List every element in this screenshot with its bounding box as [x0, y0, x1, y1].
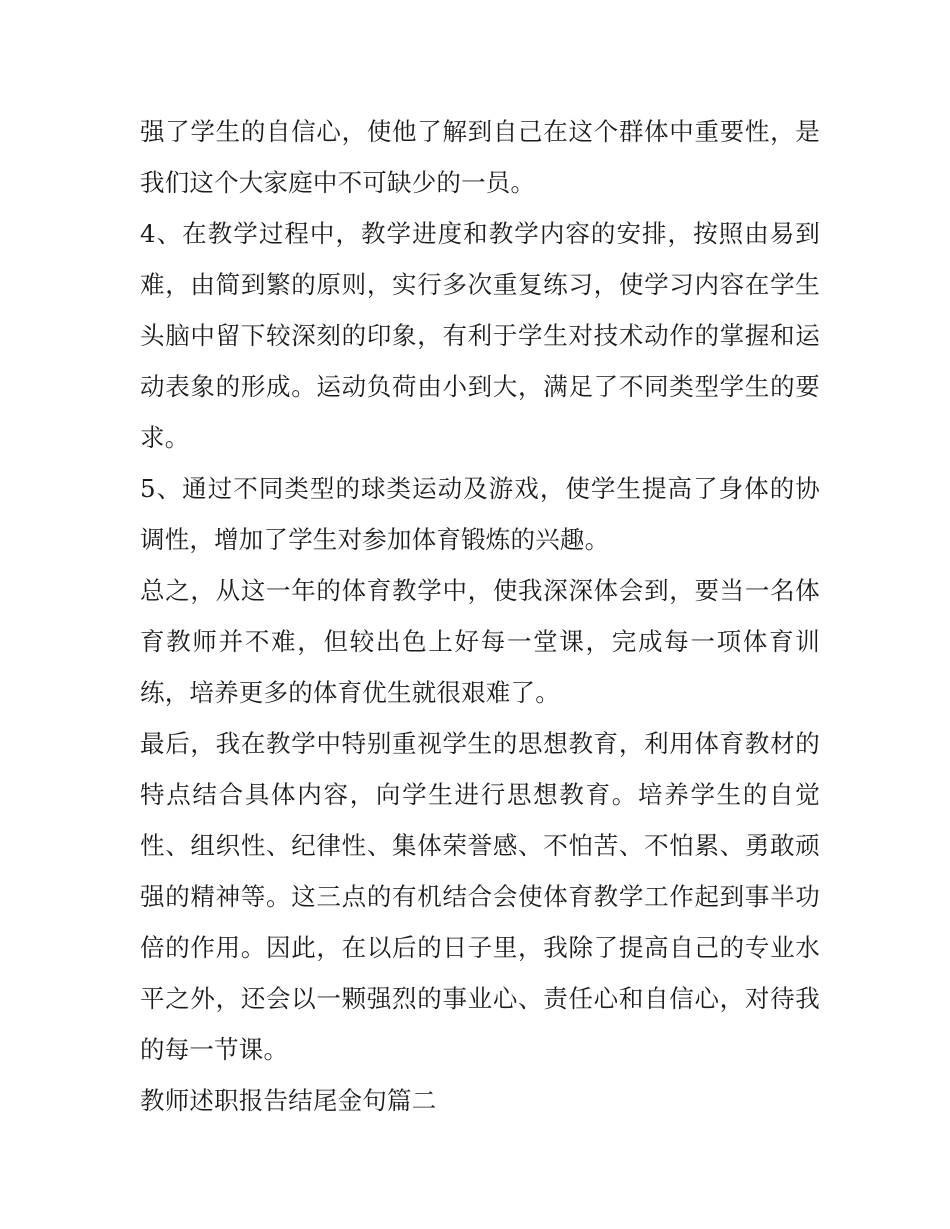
section-heading: 教师述职报告结尾金句篇二 [140, 1086, 437, 1115]
paragraph-conclusion: 最后，我在教学中特别重视学生的思想教育，利用体育教材的特点结合具体内容，向学生进行思想教育。培养学生的自觉性、组织性、纪律性、集体荣誉感、不怕苦、不怕累、勇敢顽强的精神等。这三点的有机结合会使体育教学工作起到事半功倍的作用。因此，在以后的日子里，我除了提高自己的专业水平之外，还会以一颗强烈的事业心、责任心和自信心，对待我的每一节课。 [140, 729, 820, 1064]
paragraph-summary: 总之，从这一年的体育教学中，使我深深体会到，要当一名体育教师并不难，但较出色上好每一堂课，完成每一项体育训练，培养更多的体育优生就很艰难了。 [140, 576, 820, 707]
paragraph-item-5: 5、通过不同类型的球类运动及游戏，使学生提高了身体的协调性，增加了学生对参加体育锻炼的兴趣。 [140, 474, 820, 554]
paragraph-continuation: 强了学生的自信心，使他了解到自己在这个群体中重要性，是我们这个大家庭中不可缺少的一员。 [140, 117, 820, 197]
paragraph-item-4: 4、在教学过程中，教学进度和教学内容的安排，按照由易到难，由简到繁的原则，实行多次重复练习，使学习内容在学生头脑中留下较深刻的印象，有利于学生对技术动作的掌握和运动表象的形成。运动负荷由小到大，满足了不同类型学生的要求。 [140, 219, 820, 452]
document-body [140, 106, 820, 1126]
